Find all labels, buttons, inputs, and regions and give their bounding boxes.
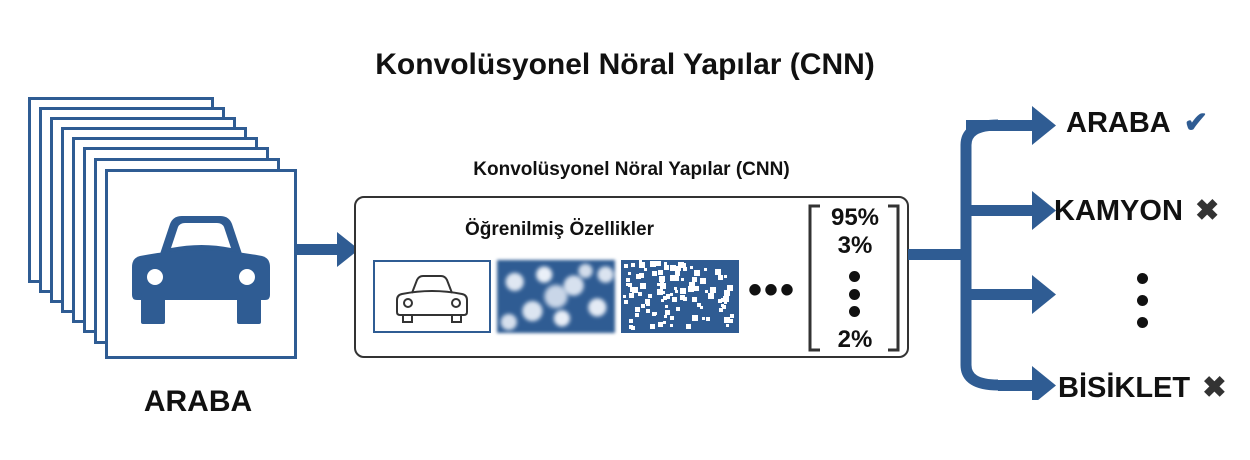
noise-pixel [658, 270, 663, 275]
noise-pixel [686, 324, 691, 329]
noise-pixel [694, 270, 700, 276]
noise-pixel [626, 283, 629, 286]
noise-pixel [715, 269, 721, 275]
learned-features-label: Öğrenilmiş Özellikler [465, 219, 655, 240]
output-branch-arrows-icon [908, 100, 1063, 400]
cross-icon: ✖ [1202, 372, 1227, 404]
output-label: BİSİKLET [1058, 372, 1191, 404]
noise-pixel [680, 288, 686, 294]
car-icon [108, 172, 294, 356]
cnn-subtitle: Konvolüsyonel Nöral Yapılar (CNN) [473, 159, 790, 180]
noise-pixel [640, 283, 646, 289]
noise-pixel [692, 315, 698, 321]
noise-pixel [681, 278, 684, 281]
noise-pixel [654, 312, 657, 315]
output-class-bicycle [1058, 370, 1227, 405]
noise-pixel [730, 314, 734, 318]
main-title: Konvolüsyonel Nöral Yapılar (CNN) [375, 48, 875, 81]
noise-pixel [624, 300, 628, 304]
noise-pixel [676, 307, 680, 311]
noise-pixel [719, 308, 723, 312]
noise-pixel [638, 292, 642, 296]
vertical-dot [849, 289, 860, 300]
noise-pixel [623, 295, 626, 298]
noise-pixel [664, 265, 669, 270]
noise-pixel [690, 266, 693, 269]
noise-pixel [648, 294, 652, 298]
feature-map-noise [621, 260, 739, 333]
cross-icon: ✖ [1194, 195, 1220, 227]
noise-pixel [646, 309, 650, 313]
feature-map-car [373, 260, 491, 333]
noise-pixel [708, 293, 714, 299]
noise-pixel [659, 276, 665, 282]
noise-pixel [702, 317, 705, 320]
output-class-car [1066, 105, 1208, 140]
input-image-front [105, 169, 297, 359]
noise-pixel [662, 291, 665, 294]
noise-pixel [635, 313, 639, 317]
noise-pixel [700, 306, 703, 309]
noise-pixel [680, 295, 685, 300]
noise-pixel [664, 315, 667, 318]
noise-pixel [724, 290, 730, 296]
noise-pixel [665, 305, 668, 308]
noise-pixel [624, 264, 628, 268]
noise-pixel [626, 278, 630, 282]
noise-pixel [656, 261, 661, 266]
output-class-truck [1054, 193, 1219, 228]
noise-pixel [629, 325, 633, 329]
noise-pixel [675, 290, 678, 293]
noise-pixel [670, 316, 674, 320]
noise-pixel [628, 272, 631, 275]
noise-pixel [718, 275, 723, 280]
noise-pixel [704, 268, 707, 271]
output-dot [1137, 317, 1148, 328]
noise-pixel [700, 278, 706, 284]
car-outline-icon [375, 262, 489, 331]
input-label: ARABA [143, 385, 253, 418]
probability-value: 3% [837, 232, 873, 259]
noise-pixel [629, 293, 634, 298]
noise-pixel [652, 271, 657, 276]
noise-pixel [631, 263, 635, 267]
noise-pixel [670, 324, 673, 327]
noise-pixel [639, 260, 642, 263]
noise-pixel [710, 287, 716, 293]
noise-pixel [724, 275, 727, 278]
feature-map-blurred [497, 260, 615, 333]
noise-pixel [724, 301, 727, 304]
noise-pixel [666, 294, 670, 298]
check-icon: ✔ [1183, 107, 1209, 139]
noise-pixel [645, 299, 650, 304]
noise-pixel [670, 277, 674, 281]
noise-pixel [635, 307, 640, 312]
noise-pixel [729, 319, 733, 323]
noise-pixel [670, 293, 673, 296]
probability-value: 2% [837, 326, 873, 353]
noise-pixel [706, 317, 710, 321]
probability-value: 95% [830, 204, 880, 231]
output-dot [1137, 273, 1148, 284]
vertical-dot [849, 271, 860, 282]
noise-pixel [629, 319, 633, 323]
noise-pixel [676, 266, 681, 271]
noise-pixel [692, 297, 697, 302]
noise-pixel [681, 263, 686, 268]
noise-pixel [650, 324, 655, 329]
vertical-dot [849, 306, 860, 317]
output-label: ARABA [1066, 107, 1170, 139]
noise-pixel [641, 304, 645, 308]
feature-ellipsis: ••• [748, 268, 797, 312]
noise-pixel [672, 297, 677, 302]
noise-pixel [639, 273, 644, 278]
output-label: KAMYON [1054, 195, 1183, 227]
noise-pixel [663, 321, 666, 324]
noise-pixel [689, 282, 695, 288]
output-dot [1137, 295, 1148, 306]
noise-pixel [726, 324, 729, 327]
noise-pixel [644, 268, 647, 271]
